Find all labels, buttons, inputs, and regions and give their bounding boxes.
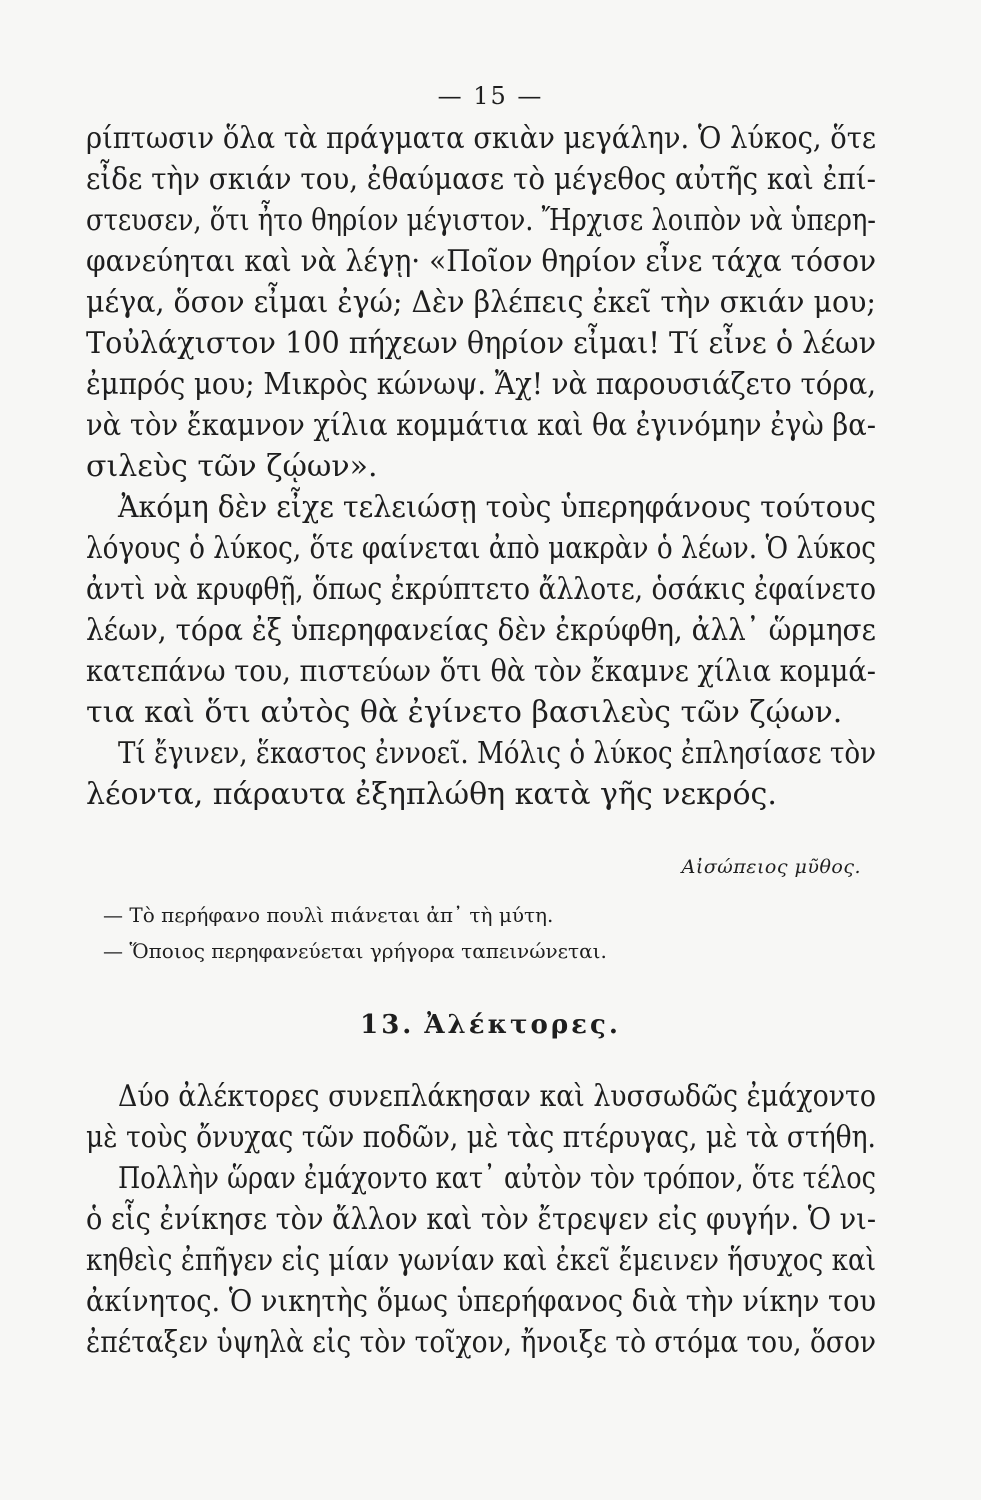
text-line: Δύο ἀλέκτορες συνεπλάκησαν καὶ λυσσωδῶς ἐμάχοντο — [118, 1079, 876, 1114]
text-line: τια καὶ ὅτι αὐτὸς θὰ ἐγίνετο βασιλεὺς τῶν ζῴων. — [86, 695, 843, 730]
text-line: στευσεν, ὅτι ἦτο θηρίον μέγιστον. Ἤρχισε λοιπὸν νὰ ὑπερη- — [86, 203, 876, 238]
fable-text-bottom — [86, 1076, 876, 1363]
text-line: ἀντὶ νὰ κρυφθῇ, ὅπως ἐκρύπτετο ἄλλοτε, ὁσάκις ἐφαίνετο — [86, 572, 876, 607]
text-line: σιλεὺς τῶν ζῴων». — [86, 449, 378, 484]
text-line: ἐπέταξεν ὑψηλὰ εἰς τὸν τοῖχον, ἤνοιξε τὸ στόμα του, ὅσον — [86, 1325, 876, 1360]
fable-text-top — [86, 118, 876, 815]
section-title: Ἀλέκτορες. — [424, 1010, 621, 1040]
source-attribution: Αἰσώπειος μῦθος. — [681, 856, 861, 878]
text-line: Τί ἔγινεν, ἕκαστος ἐννοεῖ. Μόλις ὁ λύκος ἐπλησίασε τὸν — [118, 736, 876, 771]
paragraph — [86, 1076, 876, 1158]
text-line: μέγα, ὅσον εἶμαι ἐγώ; Δὲν βλέπεις ἐκεῖ τὴν σκιάν μου; — [86, 285, 876, 320]
text-line: μὲ τοὺς ὄνυχας τῶν ποδῶν, μὲ τὰς πτέρυγας, μὲ τὰ στήθη. — [86, 1120, 876, 1155]
text-line: κηθεὶς ἐπῆγεν εἰς μίαν γωνίαν καὶ ἐκεῖ ἔμεινεν ἥσυχος καὶ — [86, 1243, 876, 1278]
paragraph — [86, 118, 876, 487]
proverb: — Τὸ περήφανο πουλὶ πιάνεται ἀπ᾽ τὴ μύτη. — [103, 903, 554, 927]
proverbs — [103, 897, 803, 969]
text-line: νὰ τὸν ἔκαμνον χίλια κομμάτια καὶ θα ἐγινόμην ἐγὼ βα- — [86, 408, 876, 443]
proverb: — Ὅποιος περηφανεύεται γρήγορα ταπεινώνεται. — [103, 939, 607, 963]
text-line: ὁ εἷς ἐνίκησε τὸν ἄλλον καὶ τὸν ἔτρεψεν εἰς φυγήν. Ὁ νι- — [86, 1202, 876, 1237]
section-heading — [0, 1010, 981, 1040]
text-line: εἶδε τὴν σκιάν του, ἐθαύμασε τὸ μέγεθος αὐτῆς καὶ ἐπί- — [86, 162, 876, 197]
text-line: Πολλὴν ὥραν ἐμάχοντο κατ᾽ αὐτὸν τὸν τρόπον, ὅτε τέλος — [118, 1161, 876, 1196]
text-line: λέοντα, πάραυτα ἐξηπλώθη κατὰ γῆς νεκρός. — [86, 777, 777, 812]
paragraph — [86, 487, 876, 733]
text-line: λόγους ὁ λύκος, ὅτε φαίνεται ἀπὸ μακρὰν ὁ λέων. Ὁ λύκος — [86, 531, 876, 566]
text-line: λέων, τόρα ἐξ ὑπερηφανείας δὲν ἐκρύφθη, ἀλλ᾽ ὥρμησε — [86, 613, 876, 648]
text-line: ρίπτωσιν ὅλα τὰ πράγματα σκιὰν μεγάλην. Ὁ λύκος, ὅτε — [86, 121, 876, 156]
page-number: — 15 — — [437, 82, 544, 110]
text-line: ἀκίνητος. Ὁ νικητὴς ὅμως ὑπερήφανος διὰ τὴν νίκην του — [86, 1284, 876, 1319]
text-line: φανεύηται καὶ νὰ λέγῃ· «Ποῖον θηρίον εἶνε τάχα τόσον — [86, 244, 876, 279]
section-number: 13. — [360, 1010, 415, 1040]
text-line: ἐμπρός μου; Μικρὸς κώνωψ. Ἄχ! νὰ παρουσιάζετο τόρα, — [86, 367, 876, 402]
text-line: κατεπάνω του, πιστεύων ὅτι θὰ τὸν ἔκαμνε χίλια κομμά- — [86, 654, 876, 689]
text-line: Ἀκόμη δὲν εἶχε τελειώσῃ τοὺς ὑπερηφάνους τούτους — [118, 490, 876, 525]
paragraph — [86, 733, 876, 815]
text-line: Τοὐλάχιστον 100 πήχεων θηρίον εἶμαι! Τί εἶνε ὁ λέων — [86, 326, 876, 361]
paragraph — [86, 1158, 876, 1363]
